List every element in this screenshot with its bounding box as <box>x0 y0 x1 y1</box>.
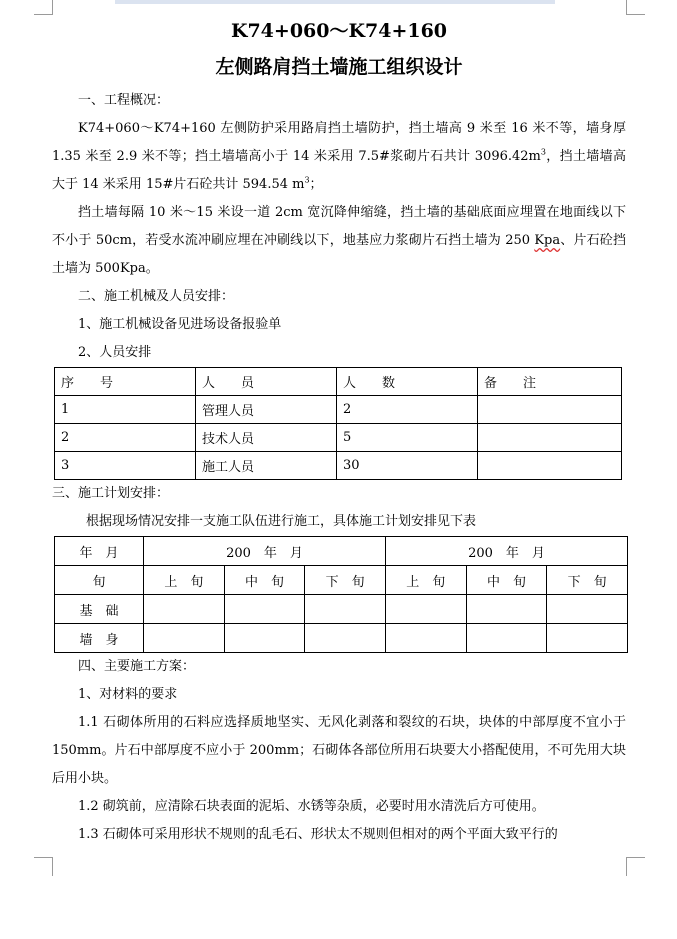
schedule-table <box>54 536 628 653</box>
cell <box>547 595 628 624</box>
section-1-paragraph-1 <box>52 115 626 199</box>
section-4-item-1: 1、对材料的要求 <box>78 687 178 702</box>
table-row <box>55 396 622 424</box>
crop-mark-top-left <box>34 0 53 15</box>
period-cell: 下 旬 <box>547 566 628 595</box>
cell <box>305 595 386 624</box>
top-edge-bar <box>115 0 555 4</box>
row-label: 基 础 <box>55 595 144 624</box>
cell: 施工人员 <box>196 452 337 480</box>
para-text: 挡土墙每隔 10 米～15 米设一道 2cm 宽沉降伸缩缝，挡土墙的基础底面应埋置在地面线以下不小于 50cm，若受水流冲刷应埋在冲刷线以下，地基应力浆砌片石挡土墙为 250 <box>52 205 626 248</box>
cell: 2 <box>55 424 196 452</box>
cell <box>144 624 225 653</box>
crop-mark-bottom-right <box>626 857 645 876</box>
period-cell: 中 旬 <box>466 566 547 595</box>
cell <box>466 624 547 653</box>
cell <box>478 424 622 452</box>
month-2-header: 200 年 月 <box>385 537 627 566</box>
cell <box>385 595 466 624</box>
cell: 5 <box>337 424 478 452</box>
section-4-paragraph-2: 1.2 砌筑前，应清除石块表面的泥垢、水锈等杂质，必要时用水清洗后方可使用。 <box>78 799 545 814</box>
cell: 技术人员 <box>196 424 337 452</box>
period-cell: 下 旬 <box>305 566 386 595</box>
month-1-header: 200 年 月 <box>144 537 386 566</box>
header-cell: 人 员 <box>196 368 337 396</box>
table-row <box>55 624 628 653</box>
section-4-paragraph-3: 1.3 石砌体可采用形状不规则的乱毛石、形状太不规则但相对的两个平面大致平行的 <box>78 827 558 842</box>
superscript: 3 <box>540 147 546 157</box>
cell <box>224 624 305 653</box>
cell: 管理人员 <box>196 396 337 424</box>
title-line-1: K74+060～K74+160 <box>230 20 448 42</box>
staff-table <box>54 367 622 480</box>
period-cell: 上 旬 <box>144 566 225 595</box>
cell <box>224 595 305 624</box>
cell <box>466 595 547 624</box>
section-1-heading: 一、工程概况： <box>78 93 170 108</box>
cell <box>305 624 386 653</box>
section-1-paragraph-2 <box>52 199 626 283</box>
crop-mark-top-right <box>626 0 645 15</box>
cell <box>478 452 622 480</box>
section-3-text: 根据现场情况安排一支施工队伍进行施工，具体施工计划安排见下表 <box>86 514 477 529</box>
cell: 3 <box>55 452 196 480</box>
para-text: K74+060～K74+160 左侧防护采用路肩挡土墙防护，挡土墙高 9 米至 16 米不等，墙身厚 1.35 米至 2.9 米不等；挡土墙墙高小于 14 米采用 7.5#浆砌片石共计 3096.42m <box>52 121 626 164</box>
xun-label: 旬 <box>55 566 144 595</box>
header-cell: 备 注 <box>478 368 622 396</box>
section-4-paragraph-1: 1.1 石砌体所用的石料应选择质地坚实、无风化剥落和裂纹的石块，块体的中部厚度不宜小于 150mm。片石中部厚度不应小于 200mm；石砌体各部位所用石块要大小搭配使用，不可先用大块后用小块。 <box>52 715 626 786</box>
crop-mark-bottom-left <box>34 857 53 876</box>
cell <box>547 624 628 653</box>
para-text: ，挡土墙墙高大于 14 米采用 15#片石砼共计 594.54 m <box>52 149 626 192</box>
section-4-heading: 四、主要施工方案： <box>78 659 196 674</box>
document-page <box>52 16 626 849</box>
para-text: ； <box>309 177 323 192</box>
table-row <box>55 452 622 480</box>
cell <box>144 595 225 624</box>
header-cell: 序 号 <box>55 368 196 396</box>
section-3-heading: 三、施工计划安排： <box>52 486 170 501</box>
table-header-row <box>55 537 628 566</box>
spellcheck-word: Kpa <box>534 233 561 248</box>
section-2-item-1: 1、施工机械设备见进场设备报验单 <box>78 317 282 332</box>
table-row <box>55 566 628 595</box>
superscript: 3 <box>304 175 310 185</box>
period-cell: 中 旬 <box>224 566 305 595</box>
year-month-label: 年 月 <box>55 537 144 566</box>
title-line-2: 左侧路肩挡土墙施工组织设计 <box>215 56 463 78</box>
cell: 1 <box>55 396 196 424</box>
table-row <box>55 424 622 452</box>
cell <box>478 396 622 424</box>
period-cell: 上 旬 <box>385 566 466 595</box>
section-2-heading: 二、施工机械及人员安排： <box>78 289 235 304</box>
header-cell: 人 数 <box>337 368 478 396</box>
section-2-item-2: 2、人员安排 <box>78 345 152 360</box>
cell: 2 <box>337 396 478 424</box>
table-row <box>55 595 628 624</box>
cell: 30 <box>337 452 478 480</box>
cell <box>385 624 466 653</box>
row-label: 墙 身 <box>55 624 144 653</box>
table-header-row <box>55 368 622 396</box>
para-text: 、片石砼挡土墙为 500Kpa。 <box>52 233 626 276</box>
